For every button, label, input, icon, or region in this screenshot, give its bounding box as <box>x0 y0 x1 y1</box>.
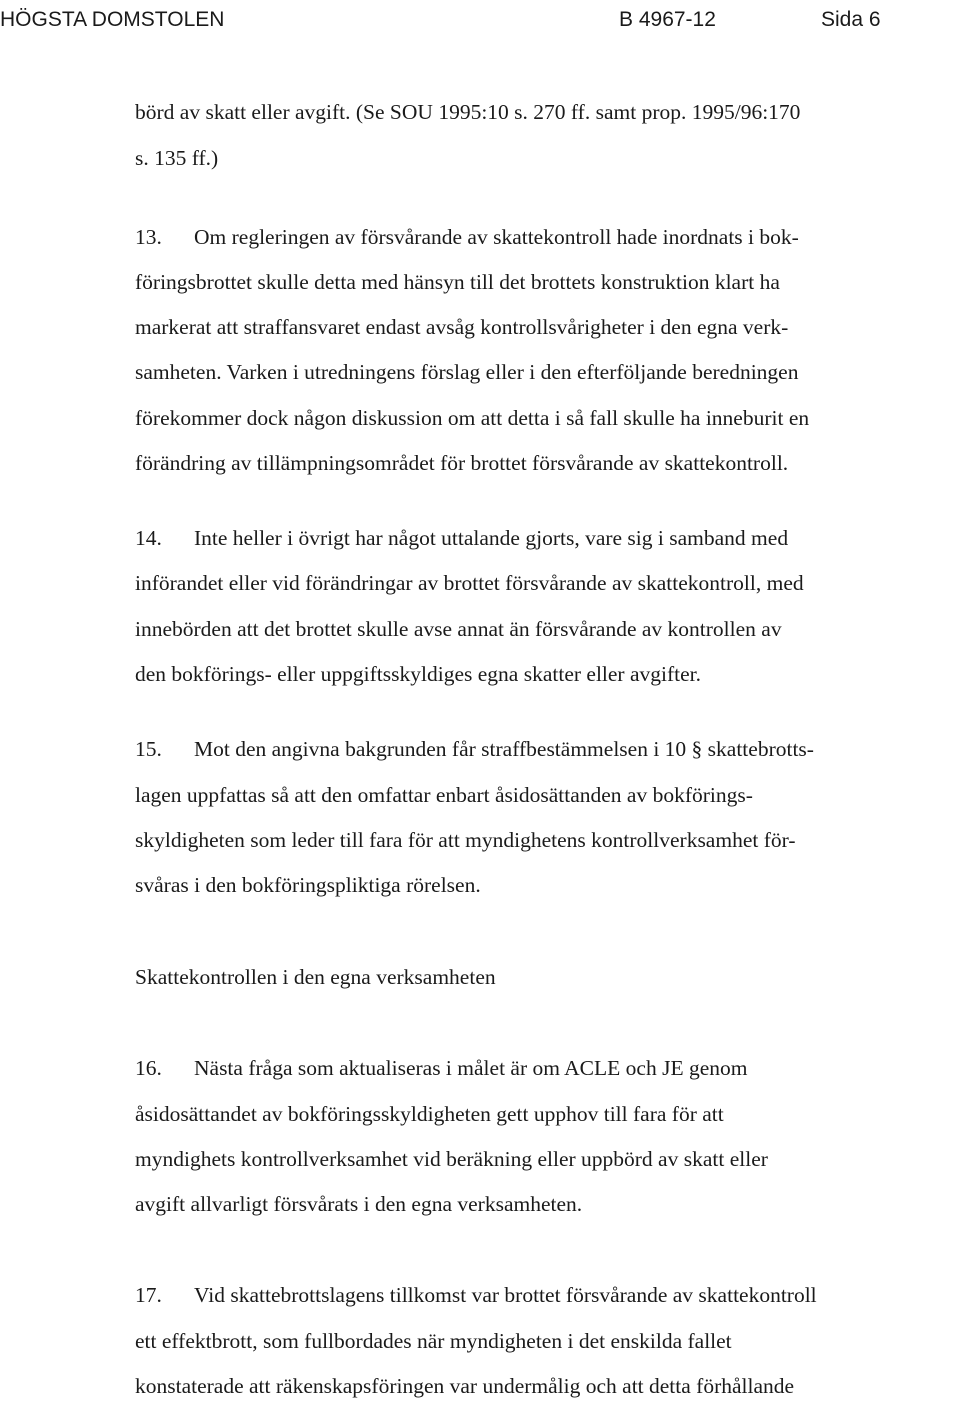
paragraph-line: införandet eller vid förändringar av brottet försvårande av skattekontroll, med <box>135 571 804 595</box>
paragraph-first-line: Vid skattebrottslagens tillkomst var brottet försvårande av skattekontroll <box>194 1283 817 1307</box>
paragraph-number: 15. <box>135 737 162 761</box>
page-number: Sida 6 <box>821 8 881 31</box>
paragraph-line: samheten. Varken i utredningens förslag eller i den efterföljande beredningen <box>135 360 799 384</box>
paragraph-first-line: Om regleringen av försvårande av skattekontroll hade inordnats i bok- <box>194 225 799 249</box>
paragraph-line: ett effektbrott, som fullbordades när myndigheten i det enskilda fallet <box>135 1329 732 1353</box>
case-number: B 4967-12 <box>619 8 716 31</box>
intro-line: s. 135 ff.) <box>135 146 219 170</box>
paragraph-line: myndighets kontrollverksamhet vid beräkning eller uppbörd av skatt eller <box>135 1147 768 1171</box>
paragraph-line: förekommer dock någon diskussion om att detta i så fall skulle ha inneburit en <box>135 406 810 430</box>
paragraph-line: lagen uppfattas så att den omfattar enbart åsidosättanden av bokförings- <box>135 783 753 807</box>
paragraph-line: markerat att straffansvaret endast avsåg kontrollsvårigheter i den egna verk- <box>135 315 789 339</box>
paragraph-line: föringsbrottet skulle detta med hänsyn till det brottets konstruktion klart ha <box>135 270 780 294</box>
paragraph-line: konstaterade att räkenskapsföringen var undermålig och att detta förhållande <box>135 1374 795 1398</box>
page-header <box>0 4 960 36</box>
paragraph-number: 13. <box>135 225 162 249</box>
intro-line: börd av skatt eller avgift. (Se SOU 1995:10 s. 270 ff. samt prop. 1995/96:170 <box>135 100 801 124</box>
paragraph-line: förändring av tillämpningsområdet för brottet försvårande av skattekontroll. <box>135 451 789 475</box>
paragraph-line: innebörden att det brottet skulle avse annat än försvårande av kontrollen av <box>135 617 782 641</box>
paragraph-first-line: Inte heller i övrigt har något uttalande gjorts, vare sig i samband med <box>194 526 789 550</box>
paragraph-number: 16. <box>135 1056 162 1080</box>
paragraph-line: skyldigheten som leder till fara för att myndighetens kontrollverksamhet för- <box>135 828 796 852</box>
paragraph-line: svåras i den bokföringspliktiga rörelsen. <box>135 873 481 897</box>
court-name: HÖGSTA DOMSTOLEN <box>0 8 225 31</box>
paragraph-line: avgift allvarligt försvårats i den egna verksamheten. <box>135 1192 583 1216</box>
paragraph-first-line: Nästa fråga som aktualiseras i målet är om ACLE och JE genom <box>194 1056 748 1080</box>
paragraph-line: åsidosättandet av bokföringsskyldigheten gett upphov till fara för att <box>135 1102 724 1126</box>
paragraph-number: 14. <box>135 526 162 550</box>
section-subheading: Skattekontrollen i den egna verksamheten <box>135 965 496 989</box>
paragraph-number: 17. <box>135 1283 162 1307</box>
paragraph-line: den bokförings- eller uppgiftsskyldiges egna skatter eller avgifter. <box>135 662 702 686</box>
paragraph-first-line: Mot den angivna bakgrunden får straffbestämmelsen i 10 § skattebrotts- <box>194 737 814 761</box>
